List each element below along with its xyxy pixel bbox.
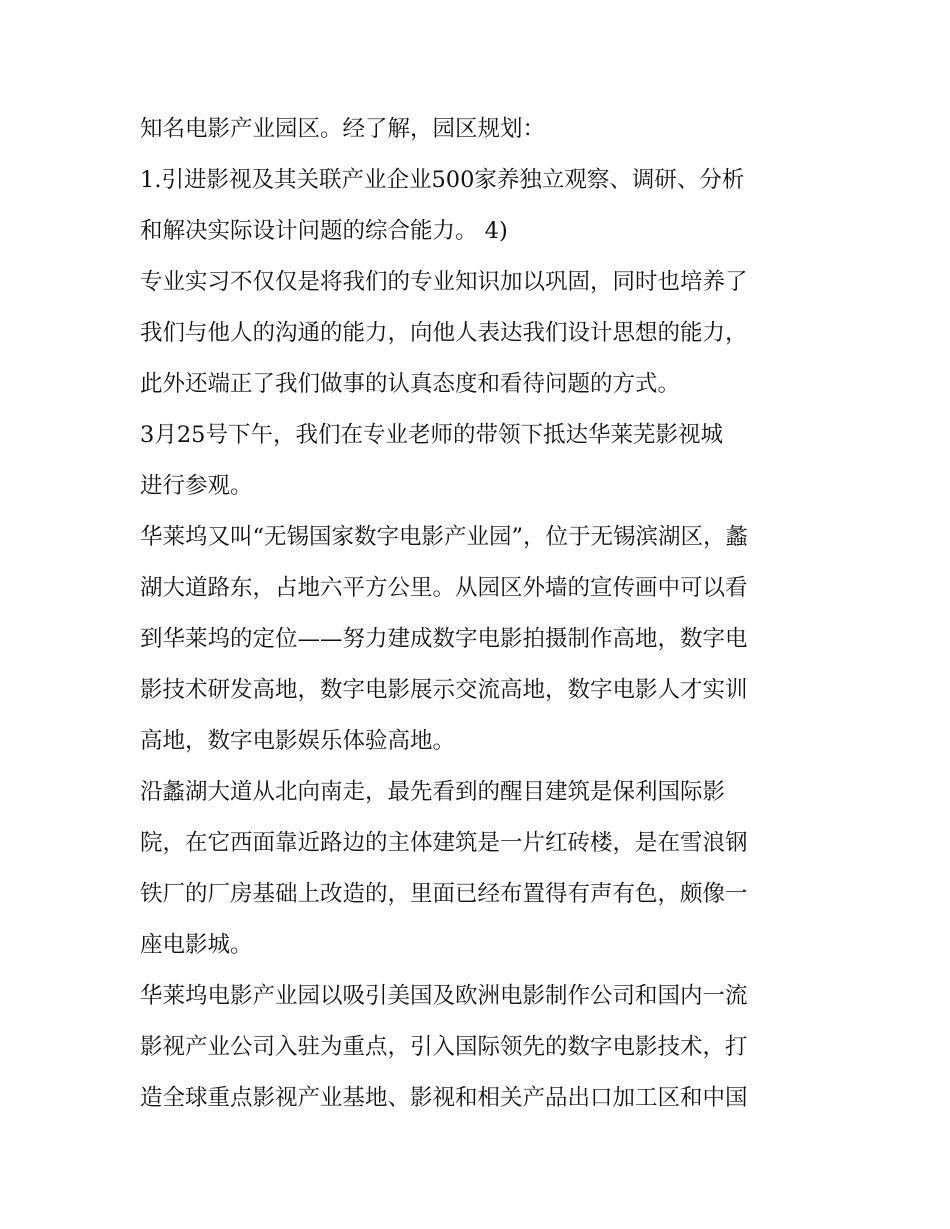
text-line: 1.引进影视及其关联产业企业500家养独立观察、调研、分析 bbox=[140, 167, 745, 193]
text-line: 华莱坞又叫“无锡国家数字电影产业园”，位于无锡滨湖区，蠡 bbox=[140, 524, 749, 550]
paragraph bbox=[140, 410, 820, 512]
paragraph bbox=[140, 971, 820, 1124]
text-line: 华莱坞电影产业园以吸引美国及欧洲电影制作公司和国内一流 bbox=[140, 983, 748, 1009]
text-line: 专业实习不仅仅是将我们的专业知识加以巩固，同时也培养了 bbox=[140, 269, 748, 295]
text-line: 沿蠡湖大道从北向南走，最先看到的醒目建筑是保利国际影 bbox=[140, 779, 726, 805]
document-body bbox=[140, 104, 820, 1124]
text-line: 此外还端正了我们做事的认真态度和看待问题的方式。 bbox=[140, 371, 681, 397]
paragraph bbox=[140, 104, 820, 155]
text-line: 影视产业公司入驻为重点，引入国际领先的数字电影技术，打 bbox=[140, 1034, 748, 1060]
text-line: 到华莱坞的定位——努力建成数字电影拍摄制作高地，数字电 bbox=[140, 626, 748, 652]
text-line: 进行参观。 bbox=[140, 473, 253, 499]
text-line: 院，在它西面靠近路边的主体建筑是一片红砖楼，是在雪浪钢 bbox=[140, 830, 748, 856]
paragraph bbox=[140, 257, 820, 410]
text-line: 知名电影产业园区。经了解，园区规划： bbox=[140, 116, 546, 142]
text-line: 影技术研发高地，数字电影展示交流高地，数字电影人才实训 bbox=[140, 677, 748, 703]
paragraph bbox=[140, 155, 820, 257]
text-line: 3月25号下午，我们在专业老师的带领下抵达华莱芜影视城 bbox=[140, 422, 723, 448]
text-line: 湖大道路东，占地六平方公里。从园区外墙的宣传画中可以看 bbox=[140, 575, 748, 601]
text-line: 铁厂的厂房基础上改造的，里面已经布置得有声有色，颇像一 bbox=[140, 881, 748, 907]
text-line: 高地，数字电影娱乐体验高地。 bbox=[140, 728, 456, 754]
text-line: 造全球重点影视产业基地、影视和相关产品出口加工区和中国 bbox=[140, 1085, 748, 1111]
text-line: 座电影城。 bbox=[140, 932, 253, 958]
paragraph bbox=[140, 512, 820, 767]
text-line: 我们与他人的沟通的能力，向他人表达我们设计思想的能力， bbox=[140, 320, 748, 346]
text-line: 和解决实际设计问题的综合能力。 4) bbox=[140, 218, 508, 244]
paragraph bbox=[140, 767, 820, 971]
